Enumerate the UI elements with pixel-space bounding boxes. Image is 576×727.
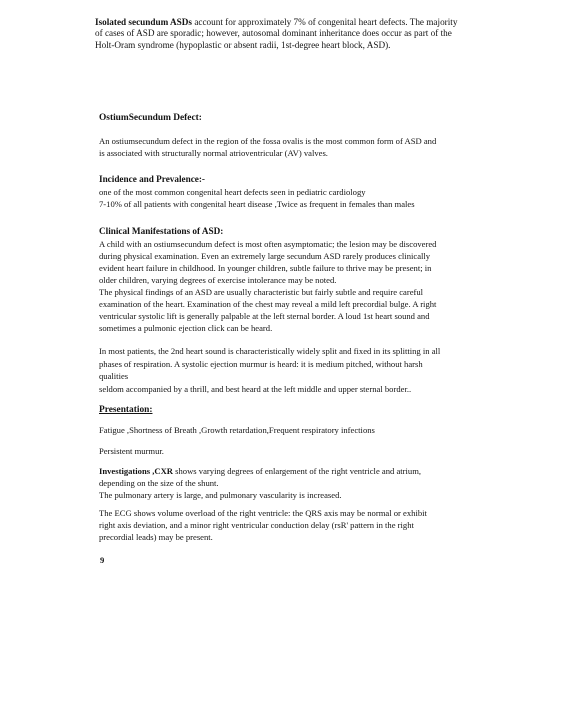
investigations-lead-bold: Investigations ,CXR [99, 466, 174, 476]
ecg-line-1: The ECG shows volume overload of the right ventricle: the QRS axis may be normal or exhibit [99, 508, 427, 518]
intro-line-3: Holt-Oram syndrome (hypoplastic or absent radii, 1st-degree heart block, ASD). [95, 39, 391, 50]
clinical-p1-line-2: during physical examination. Even an extremely large secundum ASD rarely produces clinically [99, 251, 431, 261]
ostium-line-2: is associated with structurally normal atrioventricular (AV) valves. [99, 147, 328, 158]
incidence-paragraph [99, 187, 484, 211]
clinical-p2-line-3: qualities [99, 371, 129, 382]
incidence-heading: Incidence and Prevalence:- [99, 174, 205, 184]
clinical-p1-line-5: The physical findings of an ASD are usually characteristic but fairly subtle and require careful [99, 287, 424, 297]
clinical-p1-line-4: older children, varying degrees of exercise intolerance may be noted. [99, 275, 337, 285]
ecg-line-3: precordial leads) may be present. [99, 531, 213, 542]
clinical-p2-line-2: phases of respiration. A systolic ejection murmur is heard: it is medium pitched, without harsh [99, 358, 423, 369]
investigations-line-1-text: shows varying degrees of enlargement of the right ventricle and atrium, [173, 466, 422, 476]
intro-line-1-text: account for approximately 7% of congenital heart defects. The majority [192, 17, 458, 27]
investigations-line-2: depending on the size of the shunt. [99, 477, 219, 488]
clinical-paragraph-1 [99, 238, 484, 334]
page-number: 9 [100, 555, 105, 565]
investigations-line-3: The pulmonary artery is large, and pulmonary vascularity is increased. [99, 489, 342, 500]
ecg-line-2: right axis deviation, and a minor right ventricular conduction delay (rsR' pattern in the right [99, 519, 414, 530]
intro-line-2: of cases of ASD are sporadic; however, autosomal dominant inheritance does occur as part of the [95, 28, 452, 39]
incidence-line-1: one of the most common congenital heart defects seen in pediatric cardiology [99, 187, 366, 197]
clinical-p1-line-6: examination of the heart. Examination of the chest may reveal a mild left precordial bulge. A right [99, 299, 437, 309]
investigations-line-1 [99, 466, 484, 478]
ecg-paragraph [99, 508, 484, 543]
clinical-heading: Clinical Manifestations of ASD: [99, 226, 224, 236]
presentation-line-2: Persistent murmur. [99, 446, 164, 456]
ostium-line-1: An ostiumsecundum defect in the region of the fossa ovalis is the most common form of ASD and [99, 136, 437, 146]
clinical-p2-line-4: seldom accompanied by a thrill, and best heard at the left middle and upper sternal border.. [99, 383, 412, 394]
presentation-line-1: Fatigue ,Shortness of Breath ,Growth retardation,Frequent respiratory infections [99, 425, 375, 435]
clinical-paragraph-2 [99, 345, 484, 395]
clinical-p2-line-1: In most patients, the 2nd heart sound is characteristically widely split and fixed in its splitting in all [99, 346, 441, 356]
clinical-p1-line-7: ventricular systolic lift is generally palpable at the left sternal border. A loud 1st heart sound and [99, 311, 430, 321]
clinical-p1-line-1: A child with an ostiumsecundum defect is most often asymptomatic; the lesion may be discovered [99, 239, 437, 249]
presentation-heading: Presentation: [99, 405, 153, 415]
clinical-p1-line-8: sometimes a pulmonic ejection click can be heard. [99, 323, 273, 333]
ostium-paragraph [99, 136, 484, 160]
intro-line-1 [95, 17, 490, 28]
intro-lead-bold: Isolated secundum ASDs [95, 17, 193, 27]
incidence-line-2: 7-10% of all patients with congenital heart disease ,Twice as frequent in females than males [99, 198, 415, 209]
clinical-p1-line-3: evident heart failure in childhood. In younger children, subtle failure to thrive may be present; in [99, 263, 432, 273]
ostium-heading: OstiumSecundum Defect: [99, 113, 202, 123]
intro-paragraph [95, 17, 490, 51]
investigations-paragraph [99, 466, 484, 501]
